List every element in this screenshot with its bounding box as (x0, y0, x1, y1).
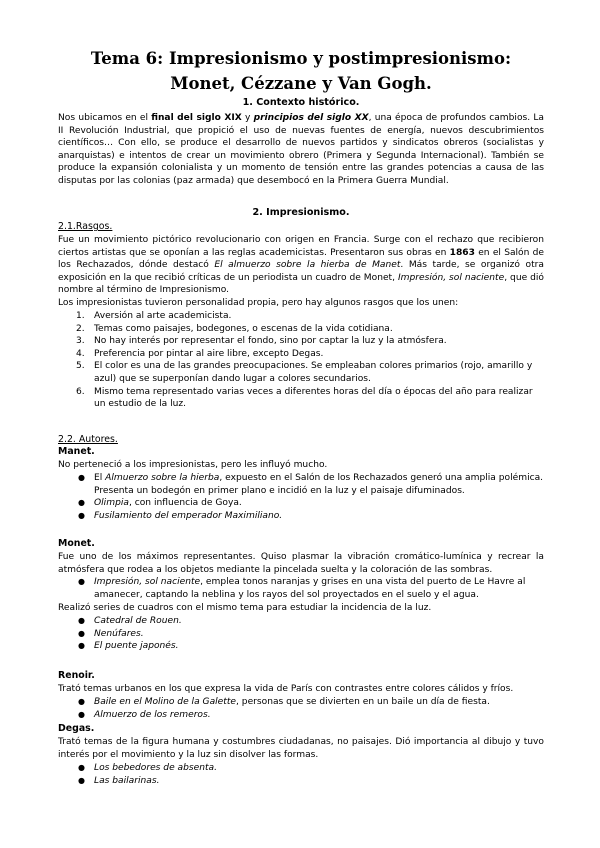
bullet-icon: ● (78, 616, 85, 625)
list-item (58, 576, 544, 601)
list-number: 2. (76, 323, 85, 334)
paragraph-rasgos (58, 234, 544, 297)
document-title: Tema 6: Impresionismo y postimpresionismo: Monet, Cézzane y Van Gogh. (90, 49, 512, 93)
heading-contexto: 1. Contexto histórico. (242, 97, 360, 108)
italic-run: Nenúfares. (94, 628, 144, 639)
list-number: 3. (76, 336, 85, 347)
list-item (58, 615, 544, 628)
author-renoir-name: Renoir. (58, 670, 95, 681)
paragraph-rasgos-intro: Los impresionistas tuvieron personalidad propia, pero hay algunos rasgos que los unen: (58, 298, 459, 308)
italic-run: Almuerzo sobre la hierba (105, 473, 220, 483)
list-item (58, 497, 544, 510)
monet-series-intro: Realizó series de cuadros con el mismo tema para estudiar la incidencia de la luz. (58, 603, 432, 613)
monet-series-list (58, 615, 544, 653)
italic-run: El puente japonés. (94, 641, 179, 652)
text-run: , expuesto en el Salón de los Rechazados generó una amplia polémica. Presenta un bodegón en primer plano e incidió en la luz y el paisaje difuminados. (94, 473, 544, 496)
text-run: . Más tarde, se organizó otra exposición en la que recibió críticas de un periodista un cuadro de Monet, (58, 260, 544, 283)
list-text: Temas como paisajes, bodegones, o escenas de la vida cotidiana. (94, 323, 393, 334)
list-number: 5. (76, 361, 85, 372)
italic-run: Las bailarinas. (94, 775, 160, 786)
italic-run: Impresión, sol naciente (397, 272, 505, 283)
list-item (58, 640, 544, 653)
author-renoir-intro: Trató temas urbanos en los que expresa la vida de París con contrastes entre colores cálidos y fríos. (58, 684, 514, 694)
author-manet-intro: No perteneció a los impresionistas, pero les influyó mucho. (58, 460, 328, 470)
list-item (58, 709, 544, 722)
list-text: Preferencia por pintar al aire libre, excepto Degas. (94, 348, 324, 359)
bullet-icon: ● (78, 498, 85, 508)
bold-run: 1863 (449, 247, 475, 258)
list-number: 1. (76, 311, 85, 321)
list-item (58, 775, 544, 788)
list-item (58, 696, 544, 709)
list-number: 4. (76, 348, 85, 359)
list-item (58, 628, 544, 641)
bullet-icon: ● (78, 641, 85, 651)
rasgos-list (58, 310, 544, 411)
paragraph-contexto (58, 112, 544, 188)
italic-run: Olimpia (94, 498, 129, 509)
list-number: 6. (76, 386, 85, 397)
list-item (58, 386, 544, 411)
list-text: Aversión al arte academicista. (94, 311, 232, 321)
manet-list (58, 472, 544, 522)
text-run: en el Salón de los Rechazados, dónde destacó (58, 247, 545, 271)
subheading-rasgos: 2.1.Rasgos. (58, 221, 113, 232)
text-run: , que dió nombre al término de Impresionismo. (58, 272, 544, 296)
bullet-icon: ● (78, 577, 85, 586)
italic-run: Almuerzo de los remeros. (94, 709, 211, 720)
text-run: , con influencia de Goya. (128, 498, 242, 509)
heading-impresionismo: 2. Impresionismo. (252, 207, 350, 218)
bullet-icon: ● (78, 709, 85, 719)
text-run: El (94, 473, 106, 483)
renoir-list (58, 696, 544, 721)
list-item (58, 310, 544, 323)
italic-run: Fusilamiento del emperador Maximiliano. (94, 510, 283, 521)
list-item (58, 472, 544, 497)
list-text: Mismo tema representado varias veces a diferentes horas del día o épocas del año para realizar un estudio de la luz. (94, 386, 533, 410)
author-monet-intro: Fue uno de los máximos representantes. Quiso plasmar la vibración cromático-lumínica y recrear la atmósfera que rodea a los objetos mediante la pincelada suelta y la coloración de las sombras. (58, 552, 544, 575)
list-text: No hay interés por representar el fondo, sino por captar la luz y la atmósfera. (94, 336, 447, 347)
text-run: Nos ubicamos en el (58, 113, 152, 123)
author-degas-name: Degas. (58, 723, 95, 734)
bullet-icon: ● (78, 763, 85, 772)
text-run: y (241, 113, 254, 123)
bold-italic-run: principios del siglo XX (253, 113, 369, 123)
list-item (58, 510, 544, 523)
bullet-icon: ● (78, 775, 85, 785)
text-run: , emplea tonos naranjas y grises en una vista del puerto de Le Havre al amanecer, captando la neblina y los rayos del sol proyectados en el suelo y el agua. (94, 577, 526, 600)
bold-run: final del siglo XIX (151, 113, 242, 123)
degas-list (58, 762, 544, 787)
italic-run: El almuerzo sobre la hierba de Manet (214, 260, 401, 271)
italic-run: Los bebedores de absenta. (94, 763, 218, 773)
monet-list (58, 576, 544, 601)
text-run: , personas que se divierten en un baile un día de fiesta. (236, 697, 490, 707)
text-run: Fue un movimiento pictórico revolucionario con origen en Francia. Surge con el rechazo que recibieron ciertos artistas que se oponían a las reglas academicistas. Presentaron sus obras en (58, 235, 544, 258)
bullet-icon: ● (78, 697, 85, 706)
subheading-autores: 2.2. Autores. (58, 434, 118, 445)
list-text: El color es una de las grandes preocupaciones. Se empleaban colores primarios (rojo, amarillo y azul) que se superponían dando lugar a colores secundarios. (94, 361, 533, 384)
author-degas-intro: Trató temas de la figura humana y costumbres ciudadanas, no paisajes. Dió importancia al dibujo y tuvo interés por el movimiento y la luz sin disolver las formas. (58, 737, 544, 760)
italic-run: Catedral de Rouen. (94, 616, 182, 626)
list-item (58, 762, 544, 775)
italic-run: Baile en el Molino de la Galette (94, 697, 237, 707)
author-manet-name: Manet. (58, 446, 95, 457)
list-item (58, 323, 544, 336)
bullet-icon: ● (78, 473, 85, 482)
list-item (58, 335, 544, 348)
text-run: , una época de profundos cambios. La II Revolución Industrial, que propició el uso de nuevas fuentes de energía, nuevos descubrimientos científicos… Con ello, se produce el desarrollo de nuevos partidos y sindicatos obreros (socialistas y anarquistas) e intentos de crear un movimiento obrero (Primera y Segunda Internacional). También se produce la expansión colonialista y un momento de tensión entre las grandes potencias a causa de las disputas por las colonias (paz armada) que desembocó en la Primera Guerra Mundial. (58, 113, 544, 186)
author-monet-name: Monet. (58, 538, 95, 549)
bullet-icon: ● (78, 628, 85, 638)
list-item (58, 360, 544, 385)
list-item (58, 348, 544, 361)
bullet-icon: ● (78, 510, 85, 520)
italic-run: Impresión, sol naciente (94, 577, 201, 587)
